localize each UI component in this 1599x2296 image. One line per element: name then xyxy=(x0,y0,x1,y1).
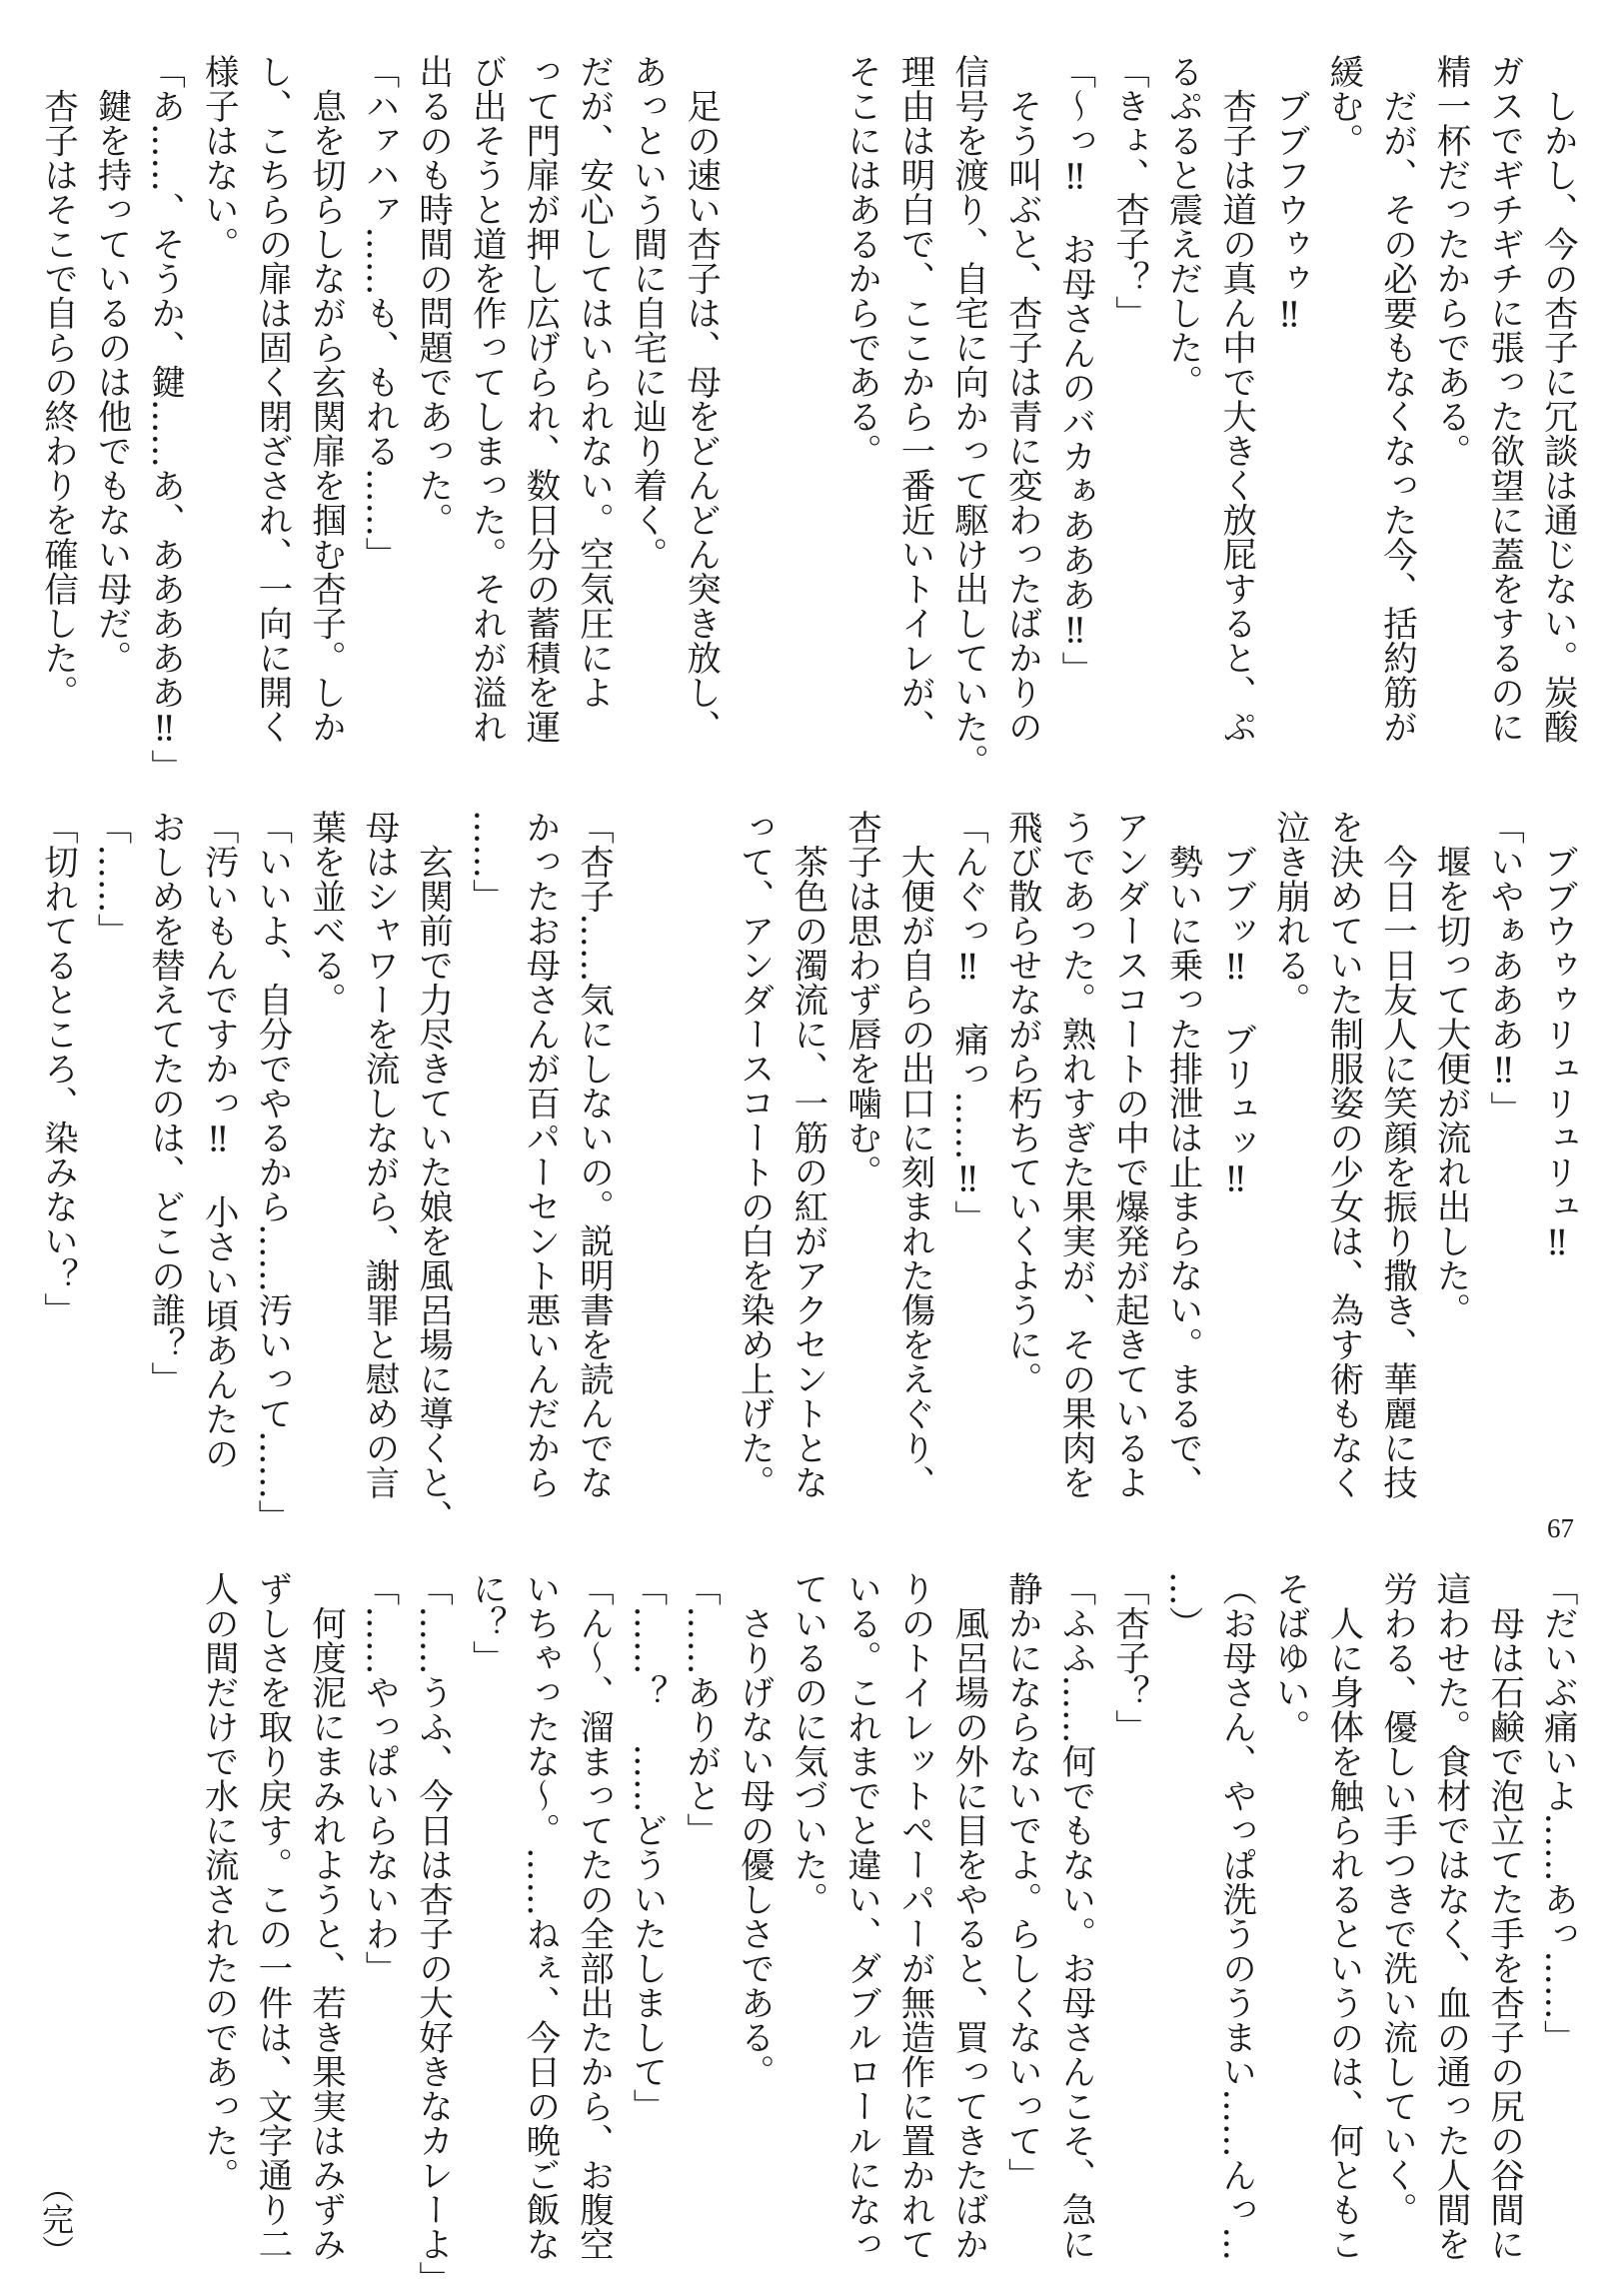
text-column: 玄関前で力尽きていた娘を風呂場に導くと、 xyxy=(412,810,453,1534)
text-column: 母は石鹸で泡立てた手を杏子の尻の谷間に xyxy=(1483,1571,1524,2261)
text-column: …） xyxy=(1162,1571,1203,1640)
text-column: ……」 xyxy=(466,810,507,914)
text-column: って門扉が押し広げられ、数日分の蓄積を運 xyxy=(519,54,560,744)
text-column: かったお母さんが百パーセント悪いんだから xyxy=(519,810,560,1499)
text-column: いちゃったな〜。……ねぇ、今日の晩ご飯な xyxy=(519,1571,560,2261)
text-column: 杏子は道の真ん中で大きく放屁すると、ぷ xyxy=(1215,54,1256,744)
text-column: 「切れてるところ、染みない？」 xyxy=(37,810,78,1327)
text-column: 今日一日友人に笑顔を振り撒き、華麗に技 xyxy=(1376,810,1417,1499)
text-column: 緩む。 xyxy=(1322,54,1363,158)
text-column: 「……？ ……どういたしまして」 xyxy=(627,1571,668,2123)
text-column: りのトイレットペーパーが無造作に置かれて xyxy=(894,1571,935,2261)
text-column: 人の間だけで水に流されたのであった。 xyxy=(198,1571,239,2192)
text-column: （お母さん、やっぱ洗うのうまい……んっ… xyxy=(1215,1571,1256,2261)
text-column: 静かにならないでよ。らしくないって」 xyxy=(1001,1571,1042,2192)
text-column: び出そうと道を作ってしまった。それが溢れ xyxy=(466,54,507,744)
text-column: 母はシャワーを流しながら、謝罪と慰めの言 xyxy=(359,810,400,1499)
text-column: 信号を渡り、自宅に向かって駆け出していた。 xyxy=(947,54,988,779)
text-column: 「……」 xyxy=(91,810,132,948)
text-column: ずしさを取り戻す。この一件は、文字通り二 xyxy=(251,1571,292,2261)
text-column: を決めていた制服姿の少女は、為す術もなく xyxy=(1322,810,1363,1499)
text-column: アンダースコートの中で爆発が起きているよ xyxy=(1108,810,1149,1499)
text-column: 人に身体を触られるというのは、何ともこ xyxy=(1322,1571,1363,2261)
text-column: 鍵を持っているのは他でもない母だ。 xyxy=(91,54,132,675)
text-column: るぷると震えだした。 xyxy=(1162,54,1203,399)
text-column: 様子はない。 xyxy=(198,54,239,261)
text-column: 「いいよ、自分でやるから……汚いって……」 xyxy=(251,810,292,1534)
text-column: ブブフウゥゥ‼ xyxy=(1269,54,1310,336)
text-column: 飛び散らせながら朽ちていくように。 xyxy=(1001,810,1042,1396)
text-column: 勢いに乗った排泄は止まらない。まるで、 xyxy=(1162,810,1203,1499)
text-column: 這わせた。食材ではなく、血の通った人間を xyxy=(1430,1571,1471,2261)
text-column: うであった。熟れすぎた果実が、その果肉を xyxy=(1054,810,1095,1499)
text-column: 「ハァハァ……も、もれる……」 xyxy=(359,54,400,572)
text-column: そばゆい。 xyxy=(1269,1571,1310,1744)
text-column: し、こちらの扉は固く閉ざされ、一向に開く xyxy=(251,54,292,744)
text-column: だが、その必要もなくなった今、括約筋が xyxy=(1376,54,1417,744)
text-column: あっという間に自宅に辿り着く。 xyxy=(627,54,668,572)
text-column: 「……ありがと」 xyxy=(680,1571,721,1847)
text-column: 労わる、優しい手つきで洗い流していく。 xyxy=(1376,1571,1417,2227)
text-column: って、アンダースコートの白を染め上げた。 xyxy=(734,810,775,1499)
text-column: 理由は明白で、ここから一番近いトイレが、 xyxy=(894,54,935,744)
text-column: 足の速い杏子は、母をどんどん突き放し、 xyxy=(680,54,721,744)
text-column: だが、安心してはいられない。空気圧によ xyxy=(573,54,614,710)
text-column: 「……やっぱいらないわ」 xyxy=(359,1571,400,1985)
text-column: 「ん〜、溜まってたの全部出たから、お腹空 xyxy=(573,1571,614,2261)
text-column: いる。これまでと違い、ダブルロールになっ xyxy=(840,1571,881,2261)
page-number: 67 xyxy=(1547,1513,1574,1543)
text-column: 息を切らしながら玄関扉を掴む杏子。しか xyxy=(305,54,346,744)
text-column: 「きょ、杏子？」 xyxy=(1108,54,1149,330)
text-column: ブブッ‼ ブリュッ‼ xyxy=(1215,810,1256,1200)
text-column: ブブウゥゥリュリュリュ‼ xyxy=(1537,810,1578,1263)
text-column: 出るのも時間の問題であった。 xyxy=(412,54,453,537)
text-column: しかし、今の杏子に冗談は通じない。炭酸 xyxy=(1537,54,1578,744)
text-column: 泣き崩れる。 xyxy=(1269,810,1310,1017)
text-column: 何度泥にまみれようと、若き果実はみずみ xyxy=(305,1571,346,2261)
text-column: 堰を切って大便が流れ出した。 xyxy=(1430,810,1471,1327)
text-column: 杏子は思わず唇を噛む。 xyxy=(840,810,881,1189)
text-column: 「汚いもんですかっ‼ 小さい頃あんたの xyxy=(198,810,239,1470)
text-column: 風呂場の外に目をやると、買ってきたばか xyxy=(947,1571,988,2261)
text-column: 葉を並べる。 xyxy=(305,810,346,1017)
end-mark: （完） xyxy=(37,2171,75,2267)
text-column: ガスでギチギチに張った欲望に蓋をするのに xyxy=(1483,54,1524,744)
text-column: ているのに気づいた。 xyxy=(787,1571,827,1916)
text-column: そこにはあるからである。 xyxy=(840,54,881,468)
text-column: さりげない母の優しさである。 xyxy=(734,1571,775,2089)
text-column: おしめを替えてたのは、どこの誰？」 xyxy=(144,810,185,1396)
text-column: 大便が自らの出口に刻まれた傷をえぐり、 xyxy=(894,810,935,1499)
text-column: 「いやぁあああ‼」 xyxy=(1483,810,1524,1126)
text-column: 「んぐっ‼ 痛っ……‼」 xyxy=(947,810,988,1234)
text-column: 「杏子？」 xyxy=(1108,1571,1149,1744)
text-column: 「〜っ‼ お母さんのバカぁあああ‼」 xyxy=(1054,54,1095,686)
text-column: 茶色の濁流に、一筋の紅がアクセントとな xyxy=(787,810,827,1499)
text-column: 「だいぶ痛いよ……あっ……」 xyxy=(1537,1571,1578,2054)
text-column: 「ふふ……何でもない。お母さんこそ、急に xyxy=(1054,1571,1095,2261)
text-column: 「あ……、そうか、鍵……あ、あああああ‼」 xyxy=(144,54,185,784)
text-column: 杏子はそこで自らの終わりを確信した。 xyxy=(37,54,78,710)
text-column: そう叫ぶと、杏子は青に変わったばかりの xyxy=(1001,54,1042,744)
text-column: 精一杯だったからである。 xyxy=(1430,54,1471,468)
text-column: に？」 xyxy=(466,1571,507,1675)
text-column: 「杏子……気にしないの。説明書を読んでな xyxy=(573,810,614,1499)
text-column: 「……うふ、今日は杏子の大好きなカレーよ」 xyxy=(412,1571,453,2296)
